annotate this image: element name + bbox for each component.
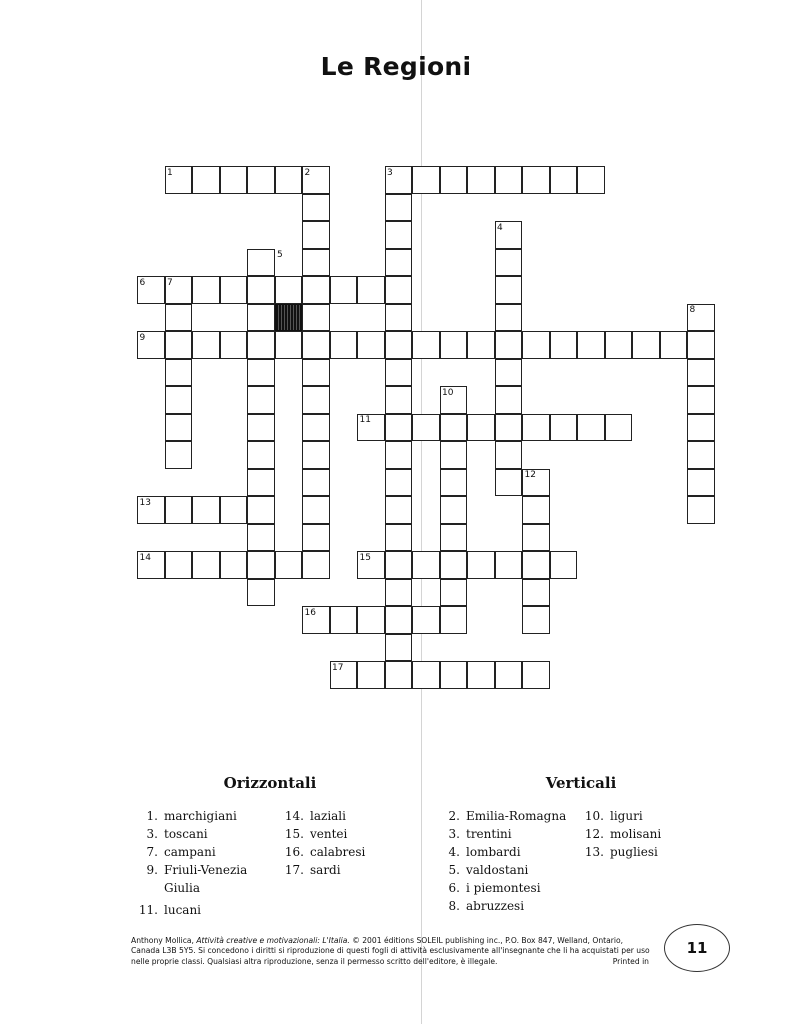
grid-cell[interactable]: [302, 386, 330, 414]
clue-item: 5. valdostani: [448, 863, 529, 877]
grid-cell[interactable]: [440, 524, 468, 552]
grid-cell[interactable]: [247, 166, 275, 194]
grid-cell[interactable]: [302, 551, 330, 579]
grid-cell[interactable]: [440, 441, 468, 469]
grid-cell[interactable]: [247, 496, 275, 524]
grid-cell[interactable]: [385, 194, 413, 222]
grid-cell[interactable]: [522, 524, 550, 552]
grid-cell[interactable]: [385, 634, 413, 662]
page-number-badge: 11: [664, 924, 730, 972]
grid-cell[interactable]: [220, 551, 248, 579]
grid-cell[interactable]: [495, 249, 523, 277]
clue-item: 15. ventei: [284, 827, 348, 841]
grid-cell[interactable]: [385, 276, 413, 304]
grid-cell[interactable]: [412, 414, 440, 442]
grid-cell[interactable]: [247, 551, 275, 579]
grid-cell[interactable]: [302, 194, 330, 222]
page-title: Le Regioni: [320, 52, 472, 81]
grid-cell[interactable]: [605, 414, 633, 442]
grid-cell[interactable]: [192, 166, 220, 194]
clue-item: 7. campani: [146, 845, 216, 859]
grid-cell[interactable]: [247, 304, 275, 332]
grid-cell[interactable]: [385, 661, 413, 689]
grid-cell[interactable]: [632, 331, 660, 359]
clue-item: 3. toscani: [146, 827, 208, 841]
grid-cell[interactable]: [440, 606, 468, 634]
grid-cell[interactable]: [385, 551, 413, 579]
grid-cell[interactable]: [385, 524, 413, 552]
grid-cell[interactable]: [357, 276, 385, 304]
grid-cell[interactable]: [247, 249, 275, 277]
clue-number: 16: [304, 607, 316, 618]
down-clues-col2: [582, 807, 661, 861]
grid-cell[interactable]: [495, 359, 523, 387]
grid-cell[interactable]: [495, 469, 523, 497]
clue-item: 12. molisani: [584, 827, 662, 841]
clue-item: 1. marchigiani: [146, 809, 237, 823]
grid-cell[interactable]: [357, 331, 385, 359]
clue-number: 12: [524, 470, 536, 480]
grid-cell[interactable]: [577, 414, 605, 442]
clue-number: 3: [387, 167, 393, 178]
grid-cell[interactable]: [220, 496, 248, 524]
grid-cell[interactable]: [247, 441, 275, 469]
grid-cell[interactable]: [275, 331, 303, 359]
footer-line-3: nelle proprie classi. Qualsiasi altra riproduzione, senza il permesso scritto dell'editore, è illegale. Printed in: [131, 956, 649, 966]
grid-cell[interactable]: [220, 276, 248, 304]
grid-cell[interactable]: [467, 331, 495, 359]
clue-item: 17. sardi: [284, 863, 341, 877]
grid-cell[interactable]: [495, 551, 523, 579]
grid-cell[interactable]: [660, 331, 688, 359]
down-clues-col1: [438, 807, 566, 915]
grid-cell[interactable]: [385, 579, 413, 607]
grid-cell[interactable]: [165, 441, 193, 469]
grid-cell[interactable]: [687, 386, 715, 414]
grid-cell[interactable]: [440, 579, 468, 607]
grid-cell[interactable]: [577, 166, 605, 194]
grid-cell[interactable]: [522, 606, 550, 634]
grid-cell[interactable]: [522, 331, 550, 359]
grid-cell[interactable]: [275, 551, 303, 579]
grid-cell[interactable]: [302, 496, 330, 524]
grid-cell[interactable]: [467, 414, 495, 442]
copyright-footer: [131, 936, 661, 967]
grid-cell[interactable]: [550, 551, 578, 579]
grid-cell[interactable]: [247, 359, 275, 387]
across-clues-col2: [282, 807, 365, 879]
grid-cell[interactable]: [440, 414, 468, 442]
grid-cell[interactable]: [247, 469, 275, 497]
grid-cell[interactable]: [440, 496, 468, 524]
grid-cell[interactable]: [687, 359, 715, 387]
grid-cell[interactable]: [385, 414, 413, 442]
grid-cell[interactable]: [687, 331, 715, 359]
clue-item: 6. i piemontesi: [448, 881, 541, 895]
grid-cell[interactable]: [495, 276, 523, 304]
clue-number: 17: [332, 662, 344, 673]
clue-item: 14. laziali: [284, 809, 346, 823]
clue-number: 2: [304, 167, 311, 178]
grid-cell[interactable]: [357, 606, 385, 634]
grid-cell[interactable]: [302, 469, 330, 497]
grid-cell[interactable]: [522, 414, 550, 442]
grid-cell[interactable]: [522, 166, 550, 194]
grid-cell[interactable]: [275, 276, 303, 304]
grid-cell[interactable]: [165, 359, 193, 387]
grid-cell[interactable]: [522, 579, 550, 607]
grid-cell[interactable]: [687, 496, 715, 524]
grid-cell[interactable]: [302, 359, 330, 387]
grid-cell[interactable]: [247, 331, 275, 359]
grid-cell[interactable]: [440, 551, 468, 579]
grid-cell[interactable]: [192, 551, 220, 579]
grid-cell[interactable]: [522, 551, 550, 579]
clue-item: 2. Emilia-Romagna: [448, 809, 567, 823]
grid-cell[interactable]: [330, 331, 358, 359]
grid-cell[interactable]: [412, 661, 440, 689]
grid-cell[interactable]: [467, 551, 495, 579]
grid-cell[interactable]: [467, 166, 495, 194]
grid-cell[interactable]: [192, 331, 220, 359]
clue-item: Giulia: [164, 881, 200, 895]
grid-cell[interactable]: [495, 331, 523, 359]
clue-number: 10: [442, 387, 454, 398]
clue-number: 8: [689, 305, 696, 315]
black-cell: [275, 304, 303, 332]
clue-number: 7: [167, 277, 173, 288]
clue-item: 13. pugliesi: [584, 845, 658, 859]
grid-cell[interactable]: [165, 386, 193, 414]
grid-cell[interactable]: [385, 249, 413, 277]
grid-cell[interactable]: [385, 221, 413, 249]
footer-line-1: Anthony Mollica, Attività creative e motivazionali: L'Italia. © 2001 éditions SOLEIL publishing inc., P.O. Box 847, Welland, Ontario,: [131, 936, 624, 945]
clue-number: 5: [277, 250, 283, 260]
grid-cell[interactable]: [550, 414, 578, 442]
grid-cell[interactable]: [192, 496, 220, 524]
grid-cell[interactable]: [385, 469, 413, 497]
grid-cell[interactable]: [440, 166, 468, 194]
grid-cell[interactable]: [577, 331, 605, 359]
grid-cell[interactable]: [687, 469, 715, 497]
clue-item: 16. calabresi: [284, 845, 366, 859]
grid-cell[interactable]: [495, 414, 523, 442]
grid-cell[interactable]: [330, 606, 358, 634]
grid-cell[interactable]: [302, 414, 330, 442]
grid-cell[interactable]: [275, 166, 303, 194]
grid-cell[interactable]: [220, 166, 248, 194]
grid-cell[interactable]: [302, 304, 330, 332]
grid-cell[interactable]: [385, 304, 413, 332]
grid-cell[interactable]: [495, 386, 523, 414]
grid-cell[interactable]: [247, 414, 275, 442]
grid-cell[interactable]: [247, 524, 275, 552]
grid-cell[interactable]: [192, 276, 220, 304]
grid-cell[interactable]: [605, 331, 633, 359]
clue-number: 6: [139, 277, 146, 288]
clue-item: 9. Friuli-Venezia: [146, 863, 248, 877]
grid-cell[interactable]: [302, 331, 330, 359]
grid-cell[interactable]: [495, 166, 523, 194]
clue-number: 9: [139, 332, 146, 343]
grid-cell[interactable]: [412, 331, 440, 359]
grid-cell[interactable]: [165, 551, 193, 579]
grid-cell[interactable]: [220, 331, 248, 359]
clue-number: 14: [139, 552, 151, 563]
grid-cell[interactable]: [165, 496, 193, 524]
grid-cell[interactable]: [247, 276, 275, 304]
grid-cell[interactable]: [302, 524, 330, 552]
grid-cell[interactable]: [412, 551, 440, 579]
clue-item: 4. lombardi: [448, 845, 521, 859]
clue-number: 11: [359, 415, 371, 425]
grid-cell[interactable]: [385, 441, 413, 469]
grid-cell[interactable]: [440, 661, 468, 689]
across-clues-col1: [136, 807, 247, 919]
grid-cell[interactable]: [412, 606, 440, 634]
grid-cell[interactable]: [522, 496, 550, 524]
grid-cell[interactable]: [302, 221, 330, 249]
grid-cell[interactable]: [495, 441, 523, 469]
grid-cell[interactable]: [440, 469, 468, 497]
grid-cell[interactable]: [247, 579, 275, 607]
clue-number: 1: [167, 167, 173, 178]
grid-cell[interactable]: [357, 661, 385, 689]
grid-cell[interactable]: [385, 331, 413, 359]
grid-cell[interactable]: [330, 276, 358, 304]
grid-cell[interactable]: [467, 661, 495, 689]
clue-item: 3. trentini: [448, 827, 512, 841]
grid-cell[interactable]: [385, 359, 413, 387]
clue-item: 8. abruzzesi: [448, 899, 525, 913]
grid-cell[interactable]: [385, 606, 413, 634]
grid-cell[interactable]: [687, 414, 715, 442]
grid-cell[interactable]: [687, 441, 715, 469]
grid-cell[interactable]: [302, 276, 330, 304]
across-heading: Orizzontali: [223, 774, 317, 792]
clue-number: 13: [139, 497, 151, 508]
clue-item: 10. liguri: [584, 809, 643, 823]
grid-cell[interactable]: [302, 249, 330, 277]
grid-cell[interactable]: [550, 331, 578, 359]
down-heading: Verticali: [545, 774, 617, 792]
grid-cell[interactable]: [385, 496, 413, 524]
clue-number: 15: [359, 552, 371, 563]
grid-cell[interactable]: [495, 661, 523, 689]
footer-line-2: Canada L3B 5Y5. Si concedono i diritti si riproduzione di questi fogli di attività esclusivamente all'insegnante che li ha acquistati per uso: [131, 946, 650, 956]
grid-cell[interactable]: [440, 331, 468, 359]
grid-cell[interactable]: [550, 166, 578, 194]
grid-cell[interactable]: [412, 166, 440, 194]
grid-cell[interactable]: [302, 441, 330, 469]
clue-item: 11. lucani: [138, 903, 202, 917]
grid-cell[interactable]: [522, 661, 550, 689]
grid-cell[interactable]: [247, 386, 275, 414]
grid-cell[interactable]: [165, 304, 193, 332]
grid-cell[interactable]: [165, 331, 193, 359]
clue-number: 4: [497, 222, 503, 233]
grid-cell[interactable]: [495, 304, 523, 332]
grid-cell[interactable]: [165, 414, 193, 442]
grid-cell[interactable]: [385, 386, 413, 414]
